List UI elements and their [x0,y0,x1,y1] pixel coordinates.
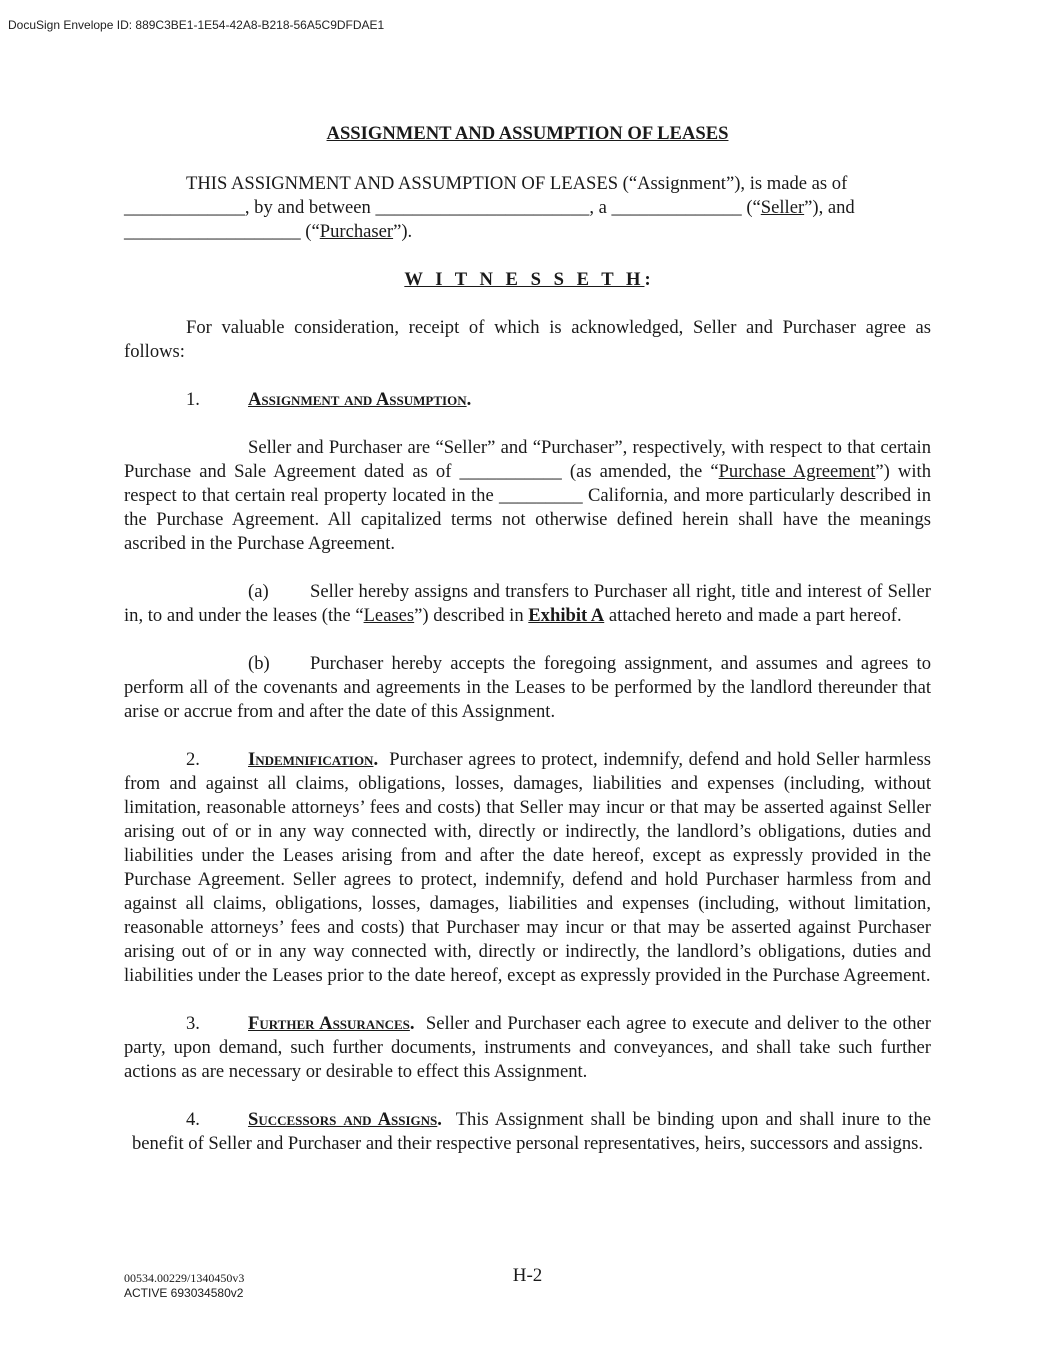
footer-doc-id: 00534.00229/1340450v3 [124,1271,245,1285]
witnesseth-heading: W I T N E S S E T H: [404,269,651,290]
section-2-heading: Indemnification [248,749,374,770]
document-body [124,122,931,1156]
section-1-paragraph: Seller and Purchaser are “Seller” and “Purchaser”, respectively, with respect to that certain Purchase and Sale Agreement dated as of ___________ (as amended, the “Purchase Agreement”) with respect to that certain real property located in the _________ California, and more particularly described in the Purchase Agreement. All capitalized terms not otherwise defined herein shall have the meanings ascribed in the Purchase Agreement. [124,437,931,554]
page-number: H-2 [512,1265,543,1286]
section-1a-paragraph: (a) Seller hereby assigns and transfers to Purchaser all right, title and interest of Seller in, to and under the leases (the “Leases”) described in Exhibit A attached hereto and made a part hereof. [124,581,931,626]
section-2-paragraph: 2. Indemnification. Purchaser agrees to protect, indemnify, defend and hold Seller harmless from and against all claims, obligations, losses, damages, liabilities and expenses (including, without limitation, reasonable attorneys’ fees and costs) that Seller may incur or that may be asserted against Seller arising out of or in any way connected with, directly or indirectly, the landlord’s obligations, duties and liabilities under the Leases arising from and after the date hereof, except as expressly provided in the Purchase Agreement. Seller agrees to protect, indemnify, defend and hold Purchaser harmless from and against all claims, obligations, losses, damages, liabilities and expenses (including, without limitation, reasonable attorneys’ fees and costs) that Purchaser may incur or that may be asserted against Purchaser arising out of or in any way connected with, directly or indirectly, the landlord’s obligations, duties and liabilities under the Leases prior to the date hereof, except as expressly provided in the Purchase Agreement. [124,749,931,986]
section-4-heading: Successors and Assigns [248,1109,438,1130]
exhibit-a-reference: Exhibit A [528,605,605,626]
section-3-paragraph: 3. Further Assurances. Seller and Purchaser each agree to execute and deliver to the other party, upon demand, such further documents, instruments and conveyances, and shall take such further actions as are necessary or desirable to effect this Assignment. [124,1013,931,1082]
seller-defined-term: Seller [760,197,805,218]
purchaser-defined-term: Purchaser [319,221,394,242]
document-title: ASSIGNMENT AND ASSUMPTION OF LEASES [326,123,729,144]
docusign-envelope-id: DocuSign Envelope ID: 889C3BE1-1E54-42A8-B218-56A5C9DFDAE1 [8,18,385,32]
intro-paragraph: THIS ASSIGNMENT AND ASSUMPTION OF LEASES (“Assignment”), is made as of _____________, by and between _______________________, a ______________ (“Seller”), and ___________________ (“Purchaser”). [124,173,855,242]
section-1b-paragraph: (b) Purchaser hereby accepts the foregoing assignment, and assumes and agrees to perform all of the covenants and agreements in the Leases to be performed by the landlord thereunder that arise or accrue from and after the date of this Assignment. [124,653,931,722]
section-4-paragraph: 4. Successors and Assigns. This Assignment shall be binding upon and shall inure to the benefit of Seller and Purchaser and their respective personal representatives, heirs, successors and assigns. [132,1109,931,1154]
consideration-paragraph: For valuable consideration, receipt of which is acknowledged, Seller and Purchaser agree as follows: [124,317,931,362]
leases-defined-term: Leases [363,605,415,626]
section-1-heading: 1. Assignment and Assumption. [186,389,472,410]
purchase-agreement-defined-term: Purchase Agreement [718,461,876,482]
section-3-heading: Further Assurances [248,1013,410,1034]
footer-active-id: ACTIVE 693034580v2 [124,1286,244,1300]
